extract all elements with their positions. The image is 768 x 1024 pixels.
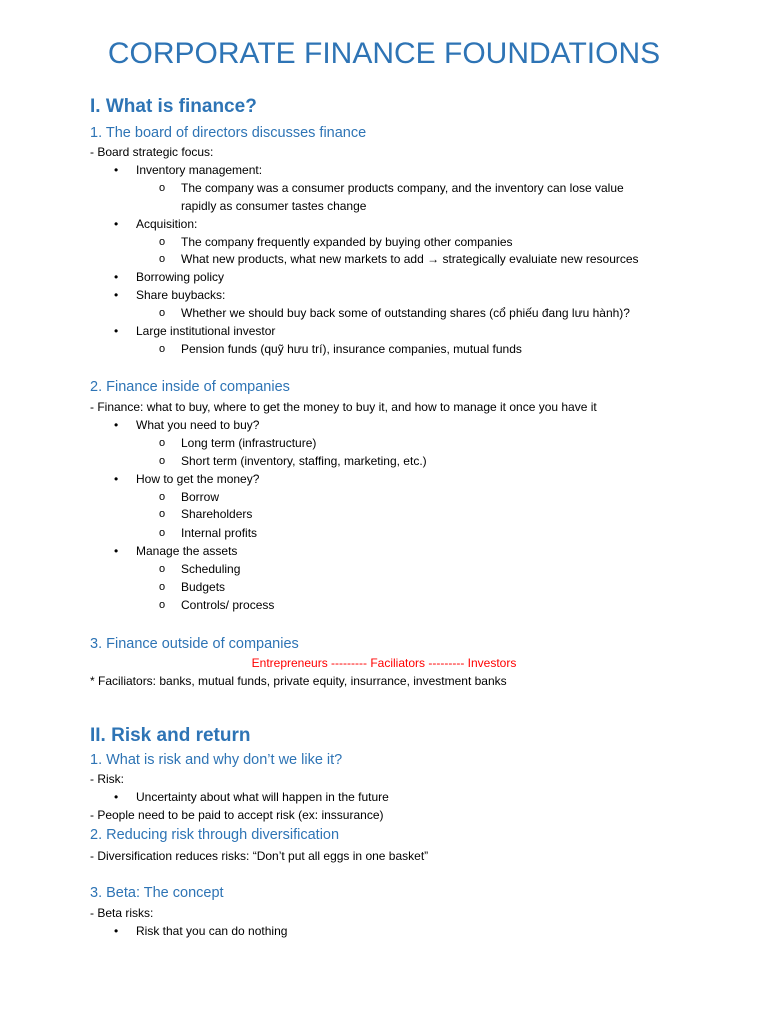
bullet-icon: • (114, 270, 119, 284)
list-item: The company frequently expanded by buying other companies (181, 235, 513, 249)
bullet-icon: • (114, 418, 119, 432)
inside-intro: - Finance: what to buy, where to get the money to buy it, and how to manage it once you have it (90, 400, 597, 414)
sub-bullet-icon: o (159, 599, 166, 611)
list-item: Shareholders (181, 507, 253, 521)
section-heading-what-is-finance: I. What is finance? (90, 96, 257, 117)
sub-bullet-icon: o (159, 437, 166, 449)
list-item: Internal profits (181, 526, 258, 540)
subsection-heading-diversification: 2. Reducing risk through diversification (90, 827, 340, 843)
faciliators-note: * Faciliators: banks, mutual funds, private equity, insurrance, investment banks (90, 674, 507, 688)
document-title: CORPORATE FINANCE FOUNDATIONS (107, 37, 661, 70)
list-item: Uncertainty about what will happen in the future (136, 790, 389, 804)
subsection-heading-board: 1. The board of directors discusses finance (90, 125, 367, 141)
finance-flow-line: Entrepreneurs --------- Faciliators --------- Investors (251, 656, 517, 670)
list-item: Borrowing policy (136, 270, 225, 284)
bullet-icon: • (114, 790, 119, 804)
sub-bullet-icon: o (159, 527, 166, 539)
sub-bullet-icon: o (159, 455, 166, 467)
list-item: Budgets (181, 580, 226, 594)
sub-bullet-icon: o (159, 253, 166, 265)
list-item: Risk that you can do nothing (136, 924, 288, 938)
board-intro: - Board strategic focus: (90, 145, 214, 159)
subsection-heading-risk: 1. What is risk and why don’t we like it? (90, 752, 343, 768)
subsection-heading-beta: 3. Beta: The concept (90, 885, 224, 901)
list-item: The company was a consumer products company, and the inventory can lose value (181, 181, 624, 195)
bullet-icon: • (114, 324, 119, 338)
list-item: Inventory management: (136, 163, 263, 177)
list-item: What new products, what new markets to add → strategically evaluiate new resources (181, 252, 639, 266)
bullet-icon: • (114, 924, 119, 938)
bullet-icon: • (114, 472, 119, 486)
section-heading-risk-return: II. Risk and return (90, 725, 251, 746)
list-item: Acquisition: (136, 217, 198, 231)
bullet-icon: • (114, 217, 119, 231)
list-item: Controls/ process (181, 598, 275, 612)
sub-bullet-icon: o (159, 182, 166, 194)
list-item: What you need to buy? (136, 418, 260, 432)
bullet-icon: • (114, 163, 119, 177)
sub-bullet-icon: o (159, 491, 166, 503)
list-item: Short term (inventory, staffing, marketing, etc.) (181, 454, 427, 468)
list-item: Large institutional investor (136, 324, 276, 338)
beta-intro: - Beta risks: (90, 906, 154, 920)
sub-bullet-icon: o (159, 581, 166, 593)
bullet-icon: • (114, 544, 119, 558)
list-item-continued: rapidly as consumer tastes change (181, 199, 367, 213)
sub-bullet-icon: o (159, 343, 166, 355)
list-item: Scheduling (181, 562, 241, 576)
bullet-icon: • (114, 288, 119, 302)
sub-bullet-icon: o (159, 307, 166, 319)
risk-intro: - Risk: (90, 772, 124, 786)
sub-bullet-icon: o (159, 236, 166, 248)
subsection-heading-outside: 3. Finance outside of companies (90, 636, 299, 652)
list-item: Borrow (181, 490, 220, 504)
list-item: Pension funds (quỹ hưu trí), insurance companies, mutual funds (181, 342, 522, 356)
list-item: Long term (infrastructure) (181, 436, 317, 450)
risk-after: - People need to be paid to accept risk (ex: inssurance) (90, 808, 384, 822)
diversification-intro: - Diversification reduces risks: “Don’t put all eggs in one basket” (90, 849, 429, 863)
list-item: Share buybacks: (136, 288, 226, 302)
list-item: How to get the money? (136, 472, 260, 486)
list-item: Manage the assets (136, 544, 238, 558)
sub-bullet-icon: o (159, 563, 166, 575)
subsection-heading-inside: 2. Finance inside of companies (90, 379, 290, 395)
sub-bullet-icon: o (159, 508, 166, 520)
list-item: Whether we should buy back some of outstanding shares (cổ phiếu đang lưu hành)? (181, 306, 630, 320)
